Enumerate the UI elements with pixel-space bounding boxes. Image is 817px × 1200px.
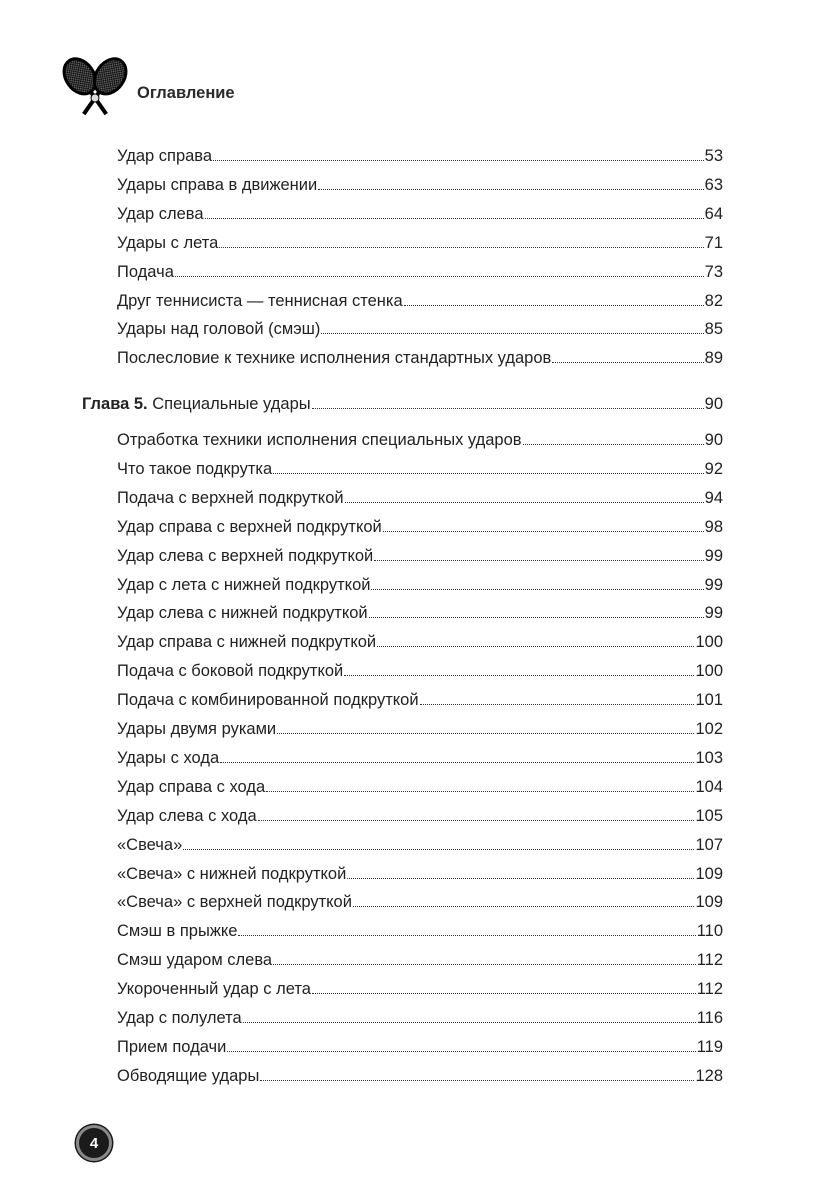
toc-entry[interactable]: [117, 175, 723, 195]
toc-entry-label: Удар справа: [117, 147, 213, 165]
toc-entry-label: Удары с лета: [117, 233, 219, 252]
toc-entry[interactable]: [117, 921, 723, 941]
toc-entry-page: 90: [704, 431, 723, 449]
dot-leader: [344, 675, 694, 676]
toc-entry-label: Удар справа с верхней подкруткой: [117, 517, 382, 536]
toc-entry-label: «Свеча»: [117, 835, 183, 854]
toc-entry-page: 82: [704, 291, 723, 310]
toc-entry[interactable]: [117, 864, 723, 884]
toc-entry-page: 98: [704, 517, 723, 536]
dot-leader: [243, 1022, 696, 1023]
dot-leader: [374, 560, 703, 561]
toc-entry-page: 73: [704, 262, 723, 281]
toc-entry-page: 119: [696, 1037, 723, 1056]
toc-chapter-entry[interactable]: [82, 394, 723, 414]
page-number: 4: [89, 1134, 99, 1152]
toc-entry[interactable]: [117, 1008, 723, 1028]
toc-entry[interactable]: [117, 1037, 723, 1057]
toc-entry[interactable]: [117, 291, 723, 311]
dot-leader: [312, 993, 696, 994]
toc-entry[interactable]: [117, 204, 723, 224]
toc-entry[interactable]: [117, 146, 723, 166]
dot-leader: [321, 333, 703, 334]
toc-entry[interactable]: [117, 488, 723, 508]
dot-leader: [353, 906, 695, 907]
dot-leader: [552, 362, 703, 363]
dot-leader: [404, 305, 704, 306]
toc-entry-label: «Свеча» с верхней подкруткой: [117, 893, 352, 912]
dot-leader: [312, 408, 704, 409]
toc-entry[interactable]: [117, 806, 723, 826]
dot-leader: [523, 444, 704, 445]
toc-entry-page: 102: [695, 720, 723, 738]
toc-entry-page: 100: [695, 662, 723, 681]
toc-entry-label: Прием подачи: [117, 1037, 227, 1056]
toc-entry-page: 94: [704, 488, 723, 507]
toc-entry-page: 71: [704, 233, 723, 252]
toc-entry-label: Укороченный удар с лета: [117, 980, 311, 999]
toc-entry-label: Подача с комбинированной подкруткой: [117, 691, 419, 710]
dot-leader: [238, 935, 695, 936]
toc-entry[interactable]: [117, 430, 723, 450]
toc-entry[interactable]: [117, 575, 723, 595]
toc-entry-page: 112: [696, 951, 723, 970]
page-title: Оглавление: [137, 84, 235, 102]
dot-leader: [318, 189, 703, 190]
dot-leader: [266, 791, 694, 792]
dot-leader: [273, 473, 703, 474]
toc-entry-label: Удар справа с хода: [117, 777, 266, 796]
toc-entry-label: Что такое подкрутка: [117, 459, 273, 478]
toc-entry[interactable]: [117, 319, 723, 339]
crossed-tennis-rackets-icon: [55, 52, 135, 126]
dot-leader: [347, 878, 694, 879]
toc-entry[interactable]: [117, 690, 723, 710]
toc-entry[interactable]: [117, 979, 723, 999]
toc-entry-label: Удар слева с хода: [117, 806, 257, 825]
dot-leader: [205, 218, 704, 219]
toc-entry-label: Друг теннисиста — теннисная стенка: [117, 291, 403, 310]
toc-entry-page: 99: [704, 604, 723, 623]
toc-entry-label: Удар слева: [117, 204, 204, 223]
toc-entry-page: 101: [695, 691, 723, 710]
toc-entry-label: Обводящие удары: [117, 1066, 260, 1085]
toc-entry-label: [82, 394, 311, 414]
chapter-number: Глава 5.: [82, 395, 148, 413]
toc-entry[interactable]: [117, 892, 723, 912]
dot-leader: [277, 733, 694, 734]
toc-entry[interactable]: [117, 603, 723, 623]
toc-entry-page: 110: [696, 922, 723, 941]
toc-entry[interactable]: [117, 459, 723, 479]
toc-entry[interactable]: [117, 262, 723, 282]
toc-entry-label: Удар справа с нижней подкруткой: [117, 633, 377, 652]
toc-entry-page: 64: [704, 204, 723, 223]
toc-entry[interactable]: [117, 1066, 723, 1086]
toc-entry-label: Подача с верхней подкруткой: [117, 488, 344, 507]
toc-entry-page: 92: [704, 459, 723, 478]
toc-entry-label: Удар с лета с нижней подкруткой: [117, 575, 371, 594]
dot-leader: [260, 1080, 694, 1081]
toc-entry-page: 128: [695, 1066, 723, 1085]
dot-leader: [220, 762, 694, 763]
dot-leader: [377, 646, 694, 647]
toc-entry-label: Удар с полулета: [117, 1009, 242, 1027]
dot-leader: [369, 617, 704, 618]
toc-entry-label: Удары двумя руками: [117, 720, 277, 738]
toc-entry[interactable]: [117, 950, 723, 970]
toc-entry-page: 105: [695, 806, 723, 825]
toc-entry[interactable]: [117, 777, 723, 797]
toc-entry[interactable]: [117, 835, 723, 855]
toc-entry-page: 109: [695, 893, 723, 912]
dot-leader: [213, 160, 704, 161]
toc-entry-label: Удары с хода: [117, 748, 220, 767]
dot-leader: [258, 820, 695, 821]
toc-entry[interactable]: [117, 719, 723, 739]
toc-entry[interactable]: [117, 233, 723, 253]
toc-entry[interactable]: [117, 661, 723, 681]
toc-entry-label: Смэш ударом слева: [117, 951, 273, 970]
toc-entry-page: 100: [695, 633, 723, 652]
toc-entry[interactable]: [117, 517, 723, 537]
toc-entry[interactable]: [117, 546, 723, 566]
dot-leader: [219, 247, 703, 248]
toc-entry[interactable]: [117, 348, 723, 368]
dot-leader: [227, 1051, 695, 1052]
toc-entry[interactable]: [117, 748, 723, 768]
toc-entry-label: Смэш в прыжке: [117, 922, 238, 941]
toc-entry-page: 107: [695, 835, 723, 854]
toc-entry-page: 109: [695, 864, 723, 883]
toc-entry-label: Послесловие к технике исполнения стандартных ударов: [117, 349, 552, 368]
dot-leader: [371, 589, 703, 590]
toc-entry-page: 63: [704, 175, 723, 194]
dot-leader: [345, 502, 704, 503]
toc-entry-label: Подача с боковой подкруткой: [117, 662, 344, 681]
toc-entry-label: Подача: [117, 262, 174, 281]
page-number-badge: [76, 1125, 112, 1161]
dot-leader: [183, 849, 694, 850]
toc-entry-page: 112: [696, 980, 723, 999]
toc-entry-label: Удары над головой (смэш): [117, 320, 321, 339]
toc-entry-label: Удар слева с нижней подкруткой: [117, 604, 368, 623]
toc-entry-page: 85: [704, 320, 723, 339]
dot-leader: [420, 704, 695, 705]
toc-entry-page: 99: [704, 575, 723, 594]
toc-entry-page: 89: [704, 349, 723, 368]
dot-leader: [383, 531, 704, 532]
toc-entry-page: 99: [704, 546, 723, 565]
toc-entry-label: Отработка техники исполнения специальных ударов: [117, 431, 522, 449]
toc-entry-label: «Свеча» с нижней подкруткой: [117, 864, 347, 883]
chapter-title: Специальные удары: [152, 395, 311, 413]
toc-entry-label: Удары справа в движении: [117, 175, 318, 194]
toc-entry-page: 104: [695, 777, 723, 796]
toc-entry[interactable]: [117, 632, 723, 652]
toc-entry-page: 103: [695, 748, 723, 767]
toc-entry-page: 53: [704, 147, 723, 165]
toc-entry-page: 116: [696, 1009, 723, 1027]
toc-entry-page: 90: [704, 395, 723, 413]
dot-leader: [175, 276, 704, 277]
toc-entry-label: Удар слева с верхней подкруткой: [117, 546, 374, 565]
dot-leader: [273, 964, 696, 965]
